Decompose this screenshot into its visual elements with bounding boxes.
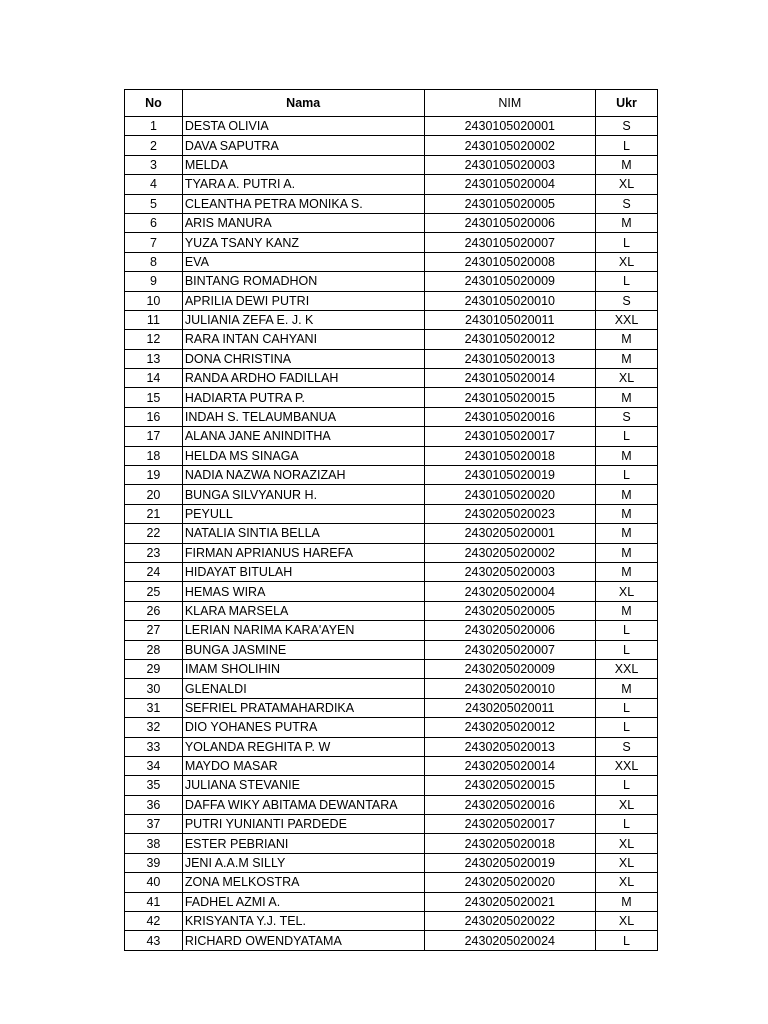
cell-nama: APRILIA DEWI PUTRI [182,291,424,310]
cell-ukr: M [596,562,658,581]
cell-nim: 2430205020023 [424,504,595,523]
cell-nim: 2430205020013 [424,737,595,756]
cell-no: 34 [125,756,183,775]
header-nama: Nama [182,90,424,117]
table-row [125,601,658,620]
table-header [125,90,658,117]
cell-ukr: S [596,407,658,426]
cell-nim: 2430205020007 [424,640,595,659]
cell-no: 4 [125,175,183,194]
cell-nama: DAFFA WIKY ABITAMA DEWANTARA [182,795,424,814]
table-row [125,524,658,543]
cell-nama: HADIARTA PUTRA P. [182,388,424,407]
cell-ukr: XL [596,912,658,931]
cell-nama: DIO YOHANES PUTRA [182,718,424,737]
cell-no: 6 [125,213,183,232]
cell-no: 41 [125,892,183,911]
cell-nim: 2430205020011 [424,698,595,717]
table-row [125,407,658,426]
cell-nim: 2430205020002 [424,543,595,562]
cell-nim: 2430205020006 [424,621,595,640]
cell-nim: 2430105020017 [424,427,595,446]
table-row [125,543,658,562]
cell-no: 11 [125,310,183,329]
table-row [125,698,658,717]
cell-no: 33 [125,737,183,756]
cell-no: 5 [125,194,183,213]
table-row [125,272,658,291]
cell-nama: TYARA A. PUTRI A. [182,175,424,194]
cell-ukr: M [596,213,658,232]
cell-ukr: M [596,679,658,698]
cell-nim: 2430105020013 [424,349,595,368]
table-row [125,369,658,388]
header-nim: NIM [424,90,595,117]
cell-no: 8 [125,252,183,271]
cell-nim: 2430105020018 [424,446,595,465]
cell-nama: ALANA JANE ANINDITHA [182,427,424,446]
cell-ukr: M [596,349,658,368]
cell-ukr: XXL [596,310,658,329]
cell-ukr: XL [596,175,658,194]
cell-nim: 2430105020007 [424,233,595,252]
table-row [125,117,658,136]
cell-no: 42 [125,912,183,931]
cell-no: 39 [125,853,183,872]
cell-nama: PUTRI YUNIANTI PARDEDE [182,815,424,834]
cell-nim: 2430105020015 [424,388,595,407]
table-row [125,136,658,155]
cell-nama: HEMAS WIRA [182,582,424,601]
cell-no: 18 [125,446,183,465]
cell-ukr: XL [596,873,658,892]
cell-nim: 2430205020003 [424,562,595,581]
cell-nama: YUZA TSANY KANZ [182,233,424,252]
table-row [125,349,658,368]
table-row [125,310,658,329]
table-row [125,679,658,698]
cell-nama: YOLANDA REGHITA P. W [182,737,424,756]
cell-ukr: S [596,194,658,213]
cell-ukr: L [596,776,658,795]
table-row [125,233,658,252]
cell-nama: NATALIA SINTIA BELLA [182,524,424,543]
cell-nama: DESTA OLIVIA [182,117,424,136]
cell-nim: 2430105020012 [424,330,595,349]
cell-nama: MAYDO MASAR [182,756,424,775]
cell-nama: BUNGA SILVYANUR H. [182,485,424,504]
cell-nama: DONA CHRISTINA [182,349,424,368]
cell-ukr: L [596,427,658,446]
table-row [125,892,658,911]
cell-nim: 2430205020018 [424,834,595,853]
cell-ukr: L [596,466,658,485]
cell-ukr: XL [596,252,658,271]
cell-nama: JULIANA STEVANIE [182,776,424,795]
cell-nama: HIDAYAT BITULAH [182,562,424,581]
table-row [125,931,658,950]
table-row [125,427,658,446]
table-row [125,252,658,271]
cell-nim: 2430205020014 [424,756,595,775]
cell-ukr: XL [596,795,658,814]
cell-no: 37 [125,815,183,834]
cell-nama: IMAM SHOLIHIN [182,659,424,678]
cell-no: 30 [125,679,183,698]
cell-no: 27 [125,621,183,640]
cell-ukr: S [596,291,658,310]
cell-nim: 2430105020004 [424,175,595,194]
table-row [125,659,658,678]
table-row [125,175,658,194]
cell-no: 22 [125,524,183,543]
cell-ukr: L [596,621,658,640]
cell-nama: PEYULL [182,504,424,523]
table-row [125,756,658,775]
cell-nim: 2430205020016 [424,795,595,814]
cell-no: 19 [125,466,183,485]
cell-nim: 2430105020003 [424,155,595,174]
table-row [125,776,658,795]
cell-nim: 2430205020010 [424,679,595,698]
cell-nim: 2430205020024 [424,931,595,950]
cell-ukr: L [596,272,658,291]
table-row [125,640,658,659]
cell-nama: DAVA SAPUTRA [182,136,424,155]
table-row [125,873,658,892]
cell-nim: 2430205020015 [424,776,595,795]
cell-no: 7 [125,233,183,252]
table-row [125,330,658,349]
cell-no: 23 [125,543,183,562]
cell-nama: INDAH S. TELAUMBANUA [182,407,424,426]
cell-nama: CLEANTHA PETRA MONIKA S. [182,194,424,213]
table-row [125,853,658,872]
cell-ukr: L [596,718,658,737]
header-no: No [125,90,183,117]
cell-nim: 2430105020001 [424,117,595,136]
table-row [125,737,658,756]
cell-no: 32 [125,718,183,737]
cell-ukr: L [596,815,658,834]
cell-no: 38 [125,834,183,853]
cell-no: 10 [125,291,183,310]
cell-nama: MELDA [182,155,424,174]
cell-nim: 2430205020004 [424,582,595,601]
cell-nama: KLARA MARSELA [182,601,424,620]
cell-nim: 2430105020011 [424,310,595,329]
cell-no: 29 [125,659,183,678]
cell-nim: 2430205020009 [424,659,595,678]
table-row [125,504,658,523]
cell-no: 24 [125,562,183,581]
cell-nama: RANDA ARDHO FADILLAH [182,369,424,388]
cell-no: 12 [125,330,183,349]
cell-nama: ESTER PEBRIANI [182,834,424,853]
table-row [125,621,658,640]
table-row [125,718,658,737]
cell-nama: BINTANG ROMADHON [182,272,424,291]
table-row [125,194,658,213]
cell-nim: 2430205020021 [424,892,595,911]
table-row [125,446,658,465]
cell-no: 36 [125,795,183,814]
cell-nim: 2430105020019 [424,466,595,485]
cell-no: 28 [125,640,183,659]
cell-nim: 2430105020002 [424,136,595,155]
cell-nim: 2430105020005 [424,194,595,213]
cell-nama: RICHARD OWENDYATAMA [182,931,424,950]
cell-no: 17 [125,427,183,446]
cell-nama: ARIS MANURA [182,213,424,232]
table-row [125,213,658,232]
cell-nim: 2430205020005 [424,601,595,620]
cell-nim: 2430105020009 [424,272,595,291]
cell-ukr: M [596,601,658,620]
table-row [125,291,658,310]
cell-ukr: M [596,524,658,543]
cell-ukr: XXL [596,756,658,775]
table-row [125,912,658,931]
cell-no: 2 [125,136,183,155]
cell-nim: 2430105020020 [424,485,595,504]
cell-nama: FADHEL AZMI A. [182,892,424,911]
table-row [125,155,658,174]
cell-nama: HELDA MS SINAGA [182,446,424,465]
cell-ukr: XL [596,834,658,853]
cell-no: 16 [125,407,183,426]
table-row [125,582,658,601]
table-row [125,388,658,407]
cell-no: 26 [125,601,183,620]
cell-nim: 2430205020019 [424,853,595,872]
cell-nama: GLENALDI [182,679,424,698]
cell-ukr: XL [596,582,658,601]
cell-ukr: L [596,136,658,155]
cell-nama: LERIAN NARIMA KARA'AYEN [182,621,424,640]
cell-ukr: S [596,117,658,136]
cell-nim: 2430205020022 [424,912,595,931]
cell-no: 21 [125,504,183,523]
table-row [125,466,658,485]
cell-no: 14 [125,369,183,388]
cell-no: 9 [125,272,183,291]
cell-no: 1 [125,117,183,136]
cell-ukr: M [596,892,658,911]
cell-ukr: XL [596,853,658,872]
cell-nim: 2430205020001 [424,524,595,543]
cell-ukr: M [596,504,658,523]
cell-nama: ZONA MELKOSTRA [182,873,424,892]
cell-nama: JENI A.A.M SILLY [182,853,424,872]
cell-ukr: M [596,155,658,174]
cell-no: 40 [125,873,183,892]
cell-ukr: M [596,330,658,349]
cell-nim: 2430205020012 [424,718,595,737]
cell-ukr: M [596,388,658,407]
cell-ukr: L [596,698,658,717]
cell-nim: 2430105020006 [424,213,595,232]
cell-ukr: XXL [596,659,658,678]
cell-nama: NADIA NAZWA NORAZIZAH [182,466,424,485]
cell-no: 31 [125,698,183,717]
cell-nim: 2430105020008 [424,252,595,271]
cell-ukr: XL [596,369,658,388]
cell-nim: 2430105020016 [424,407,595,426]
cell-nim: 2430205020017 [424,815,595,834]
cell-ukr: L [596,233,658,252]
cell-nama: FIRMAN APRIANUS HAREFA [182,543,424,562]
cell-ukr: M [596,446,658,465]
table-row [125,485,658,504]
cell-ukr: L [596,931,658,950]
cell-ukr: M [596,485,658,504]
cell-nama: EVA [182,252,424,271]
cell-ukr: L [596,640,658,659]
cell-no: 35 [125,776,183,795]
table-row [125,815,658,834]
student-size-table [124,89,658,951]
table-body [125,117,658,951]
cell-nim: 2430205020020 [424,873,595,892]
cell-ukr: S [596,737,658,756]
cell-nama: BUNGA JASMINE [182,640,424,659]
header-ukr: Ukr [596,90,658,117]
cell-no: 15 [125,388,183,407]
header-row [125,90,658,117]
cell-nim: 2430105020014 [424,369,595,388]
cell-nama: JULIANIA ZEFA E. J. K [182,310,424,329]
cell-nama: SEFRIEL PRATAMAHARDIKA [182,698,424,717]
table-row [125,834,658,853]
cell-ukr: M [596,543,658,562]
cell-no: 20 [125,485,183,504]
cell-nama: KRISYANTA Y.J. TEL. [182,912,424,931]
cell-no: 3 [125,155,183,174]
cell-nama: RARA INTAN CAHYANI [182,330,424,349]
cell-nim: 2430105020010 [424,291,595,310]
table-row [125,562,658,581]
table-row [125,795,658,814]
cell-no: 13 [125,349,183,368]
cell-no: 25 [125,582,183,601]
cell-no: 43 [125,931,183,950]
